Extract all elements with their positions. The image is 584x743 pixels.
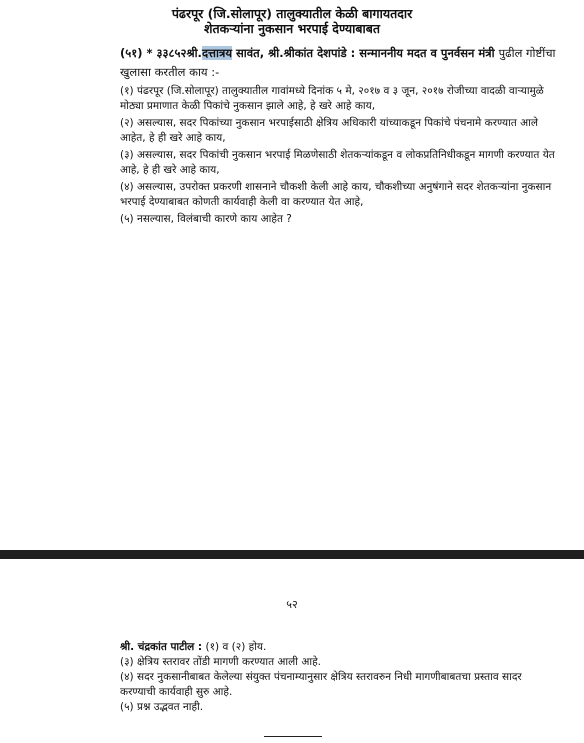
question-id: ३३८५२ — [156, 46, 187, 60]
answer-part-1-2: (१) व (२) होय. — [205, 641, 267, 653]
question-number: (५१) — [120, 46, 143, 60]
question-part-3: (३) असल्यास, सदर पिकांची नुकसान भरपाई मिळणेसाठी शेतकऱ्यांकडून व लोकप्रतिनिधीकडून मागणी करण्यात येत आहे, हे ही खरे आहे काय, — [120, 149, 555, 176]
answer-part-4: (४) सदर नुकसानीबाबत केलेल्या संयुक्त पंचनाम्यानुसार क्षेत्रिय स्तरावरुन निधी मागणीबाबतचा प्रस्ताव सादर करण्याची कार्यवाही सुरु आहे. — [120, 671, 522, 698]
question-part-1: (१) पंढरपूर (जि.सोलापूर) तालुक्यातील गावांमध्ये दिनांक ५ मे, २०१७ व ३ जून, २०१७ रोजीच्या वादळी वाऱ्यामुळे मोठ्या प्रमाणात केळी पिकांचे नुकसान झाले आहे, हे खरे आहे काय, — [120, 85, 544, 112]
document-title-line-1: पंढरपूर (जि.सोलापूर) तालुक्यातील केळी बागायतदार — [171, 6, 413, 21]
question-intro: पुढील गोष्टींचा खुलासा करतील काय :- — [120, 46, 556, 79]
end-rule — [264, 736, 322, 737]
answer-section — [120, 640, 560, 715]
question-part-2: (२) असल्यास, सदर पिकांच्या नुकसान भरपाईसाठी क्षेत्रिय अधिकारी यांच्याकडून पिकांचे पंचनामे करण्यात आले आहेत, हे ही खरे आहे काय, — [120, 117, 538, 144]
asker-highlighted-name[interactable]: दत्तात्रय — [201, 46, 232, 60]
page-separator — [0, 550, 584, 559]
starred-mark: * — [146, 46, 153, 60]
answer-part-3: (३) क्षेत्रिय स्तरावर तोंडी मागणी करण्यात आली आहे. — [120, 656, 321, 668]
answer-speaker: श्री. चंद्रकांत पाटील : — [120, 641, 203, 653]
answer-part-5: (५) प्रश्न उद्भवत नाही. — [120, 701, 204, 713]
asker-names: सावंत, श्री.श्रीकांत देशपांडे : — [236, 46, 356, 60]
question-parts — [120, 84, 560, 227]
page-number: ५२ — [286, 598, 298, 611]
question-header — [120, 44, 560, 82]
document-title-line-2: शेतकऱ्यांना नुकसान भरपाई देण्याबाबत — [203, 21, 381, 36]
question-part-4: (४) असल्यास, उपरोक्त प्रकरणी शासनाने चौकशी केली आहे काय, चौकशीच्या अनुषंगाने सदर शेतकऱ्यांना नुकसान भरपाई देण्याबाबत कोणती कार्यवाही केली वा करण्यात येत आहे, — [120, 181, 552, 208]
asker-prefix: श्री. — [186, 46, 202, 60]
question-part-5: (५) नसल्यास, विलंबाची कारणे काय आहेत ? — [120, 213, 292, 225]
addressed-minister: सन्माननीय मदत व पुनर्वसन मंत्री — [359, 46, 495, 60]
answer-first-line — [120, 640, 560, 655]
